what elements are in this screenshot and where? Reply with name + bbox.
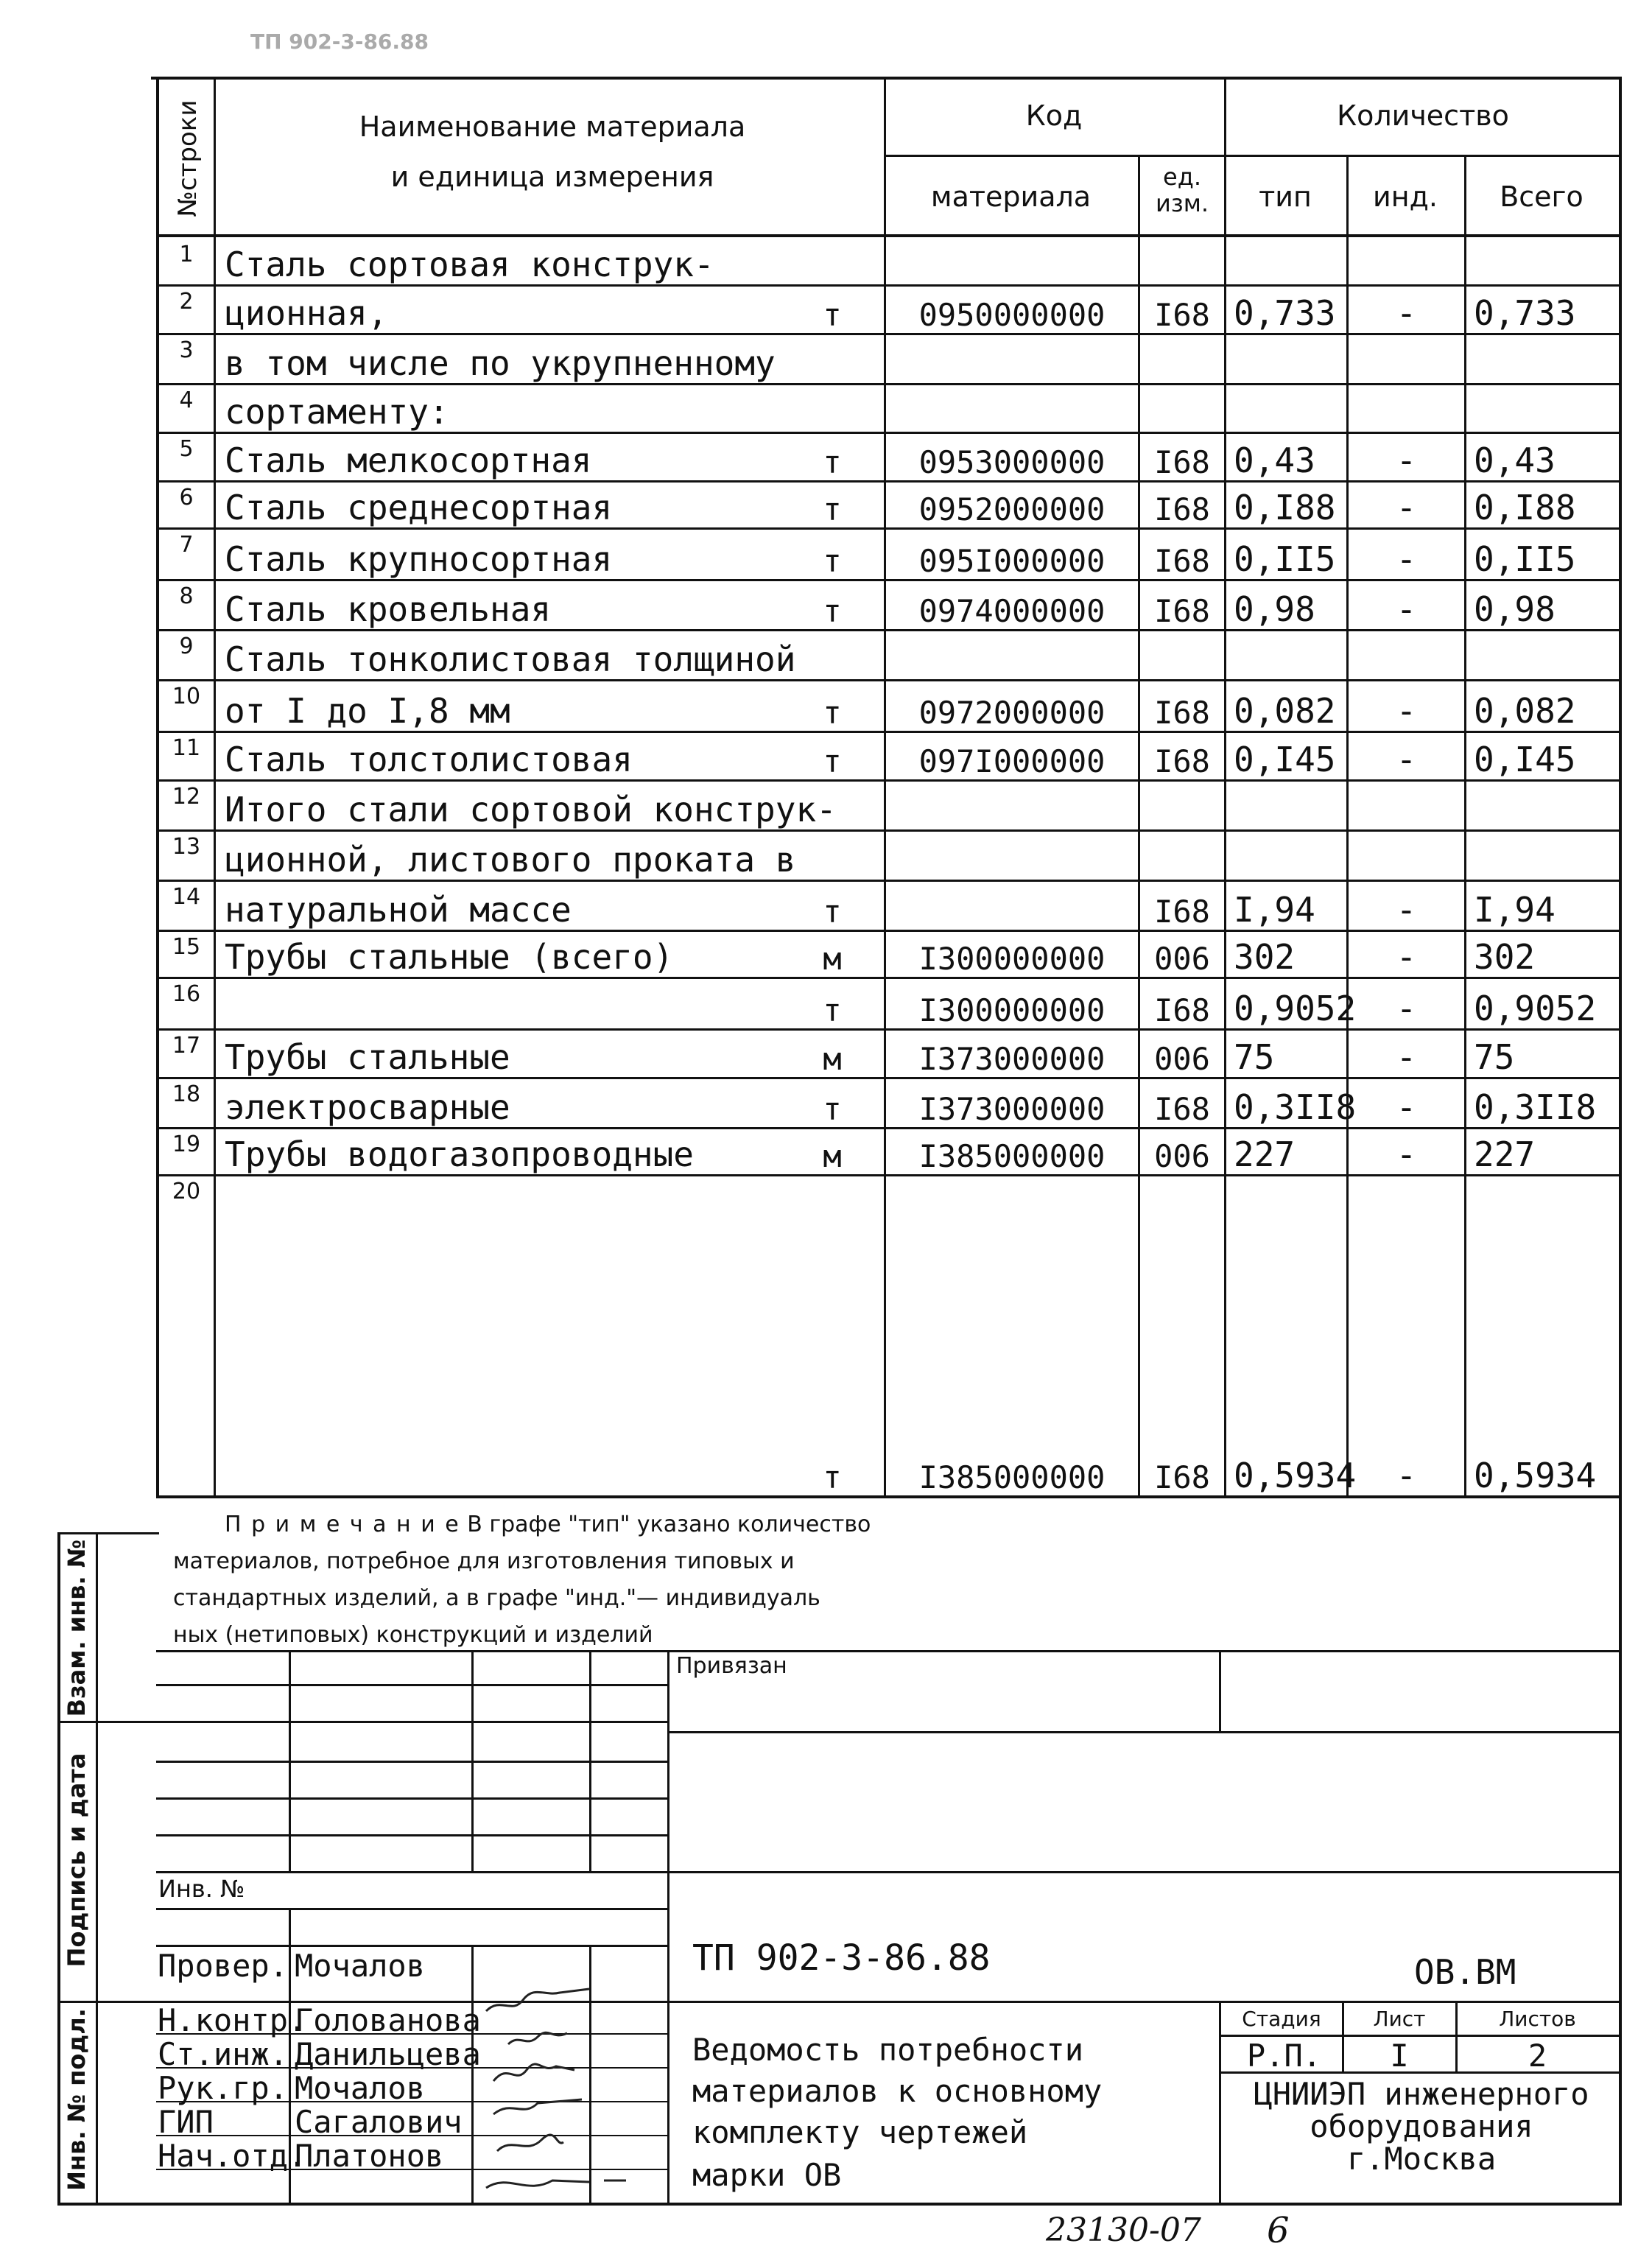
material-unit — [781, 333, 884, 387]
material-code — [886, 629, 1138, 684]
unit-code — [1140, 629, 1224, 684]
unit-code: I68 — [1154, 894, 1210, 930]
note-line1: В графе "тип" указано количество — [467, 1512, 871, 1537]
material-unit: т — [823, 992, 842, 1028]
qty-total: 0,II5 — [1474, 539, 1576, 579]
qty-total: 0,3II8 — [1474, 1087, 1597, 1127]
qty-ind: - — [1396, 1087, 1417, 1127]
qty-type: 0,I88 — [1234, 488, 1336, 527]
material-name: Трубы стальные (всего) — [225, 937, 674, 977]
qty-type: 0,98 — [1234, 589, 1315, 629]
qty-total: 0,5934 — [1474, 1456, 1597, 1495]
row-number: 2 — [179, 289, 194, 315]
unit-code — [1140, 333, 1224, 387]
unit-code: I68 — [1154, 695, 1210, 731]
material-code: 097I000000 — [918, 743, 1106, 779]
qty-type — [1226, 829, 1354, 884]
top-page-mark: ТП 902-3-86.88 — [250, 29, 429, 54]
material-name — [216, 977, 790, 1033]
row-number: 15 — [172, 934, 201, 960]
header-code-unit: ед. изм. — [1155, 163, 1209, 217]
note — [173, 1506, 1278, 1654]
doc-title-line4: марки ОВ — [692, 2157, 842, 2193]
qty-type: 75 — [1234, 1037, 1275, 1077]
row-number: 16 — [172, 981, 201, 1007]
material-unit: т — [823, 297, 842, 333]
footer-number: 23130-07 — [1046, 2211, 1201, 2249]
row-number: 13 — [172, 834, 201, 860]
qty-type: 227 — [1234, 1134, 1296, 1174]
material-code — [886, 333, 1138, 387]
qty-total — [1466, 829, 1626, 884]
material-unit — [781, 779, 884, 834]
qty-ind: - — [1396, 1037, 1417, 1077]
material-code — [886, 779, 1138, 834]
note-line2: материалов, потребное для изготовления типовых и — [173, 1548, 795, 1574]
material-code: I373000000 — [918, 1041, 1106, 1077]
row-number: 17 — [172, 1033, 201, 1059]
material-code: I300000000 — [918, 941, 1106, 977]
approver-name: Сагалович — [295, 2104, 463, 2140]
unit-code — [1140, 237, 1224, 289]
qty-total — [1466, 237, 1626, 289]
row-number: 6 — [179, 485, 194, 511]
material-code — [886, 829, 1138, 884]
material-unit: т — [823, 1459, 842, 1495]
qty-total: 0,733 — [1474, 293, 1576, 333]
approver-name: Мочалов — [295, 2070, 426, 2106]
unit-code — [1140, 383, 1224, 436]
approver-role: Нач.отд. — [158, 2138, 307, 2174]
sheets-label: Листов — [1499, 2007, 1576, 2031]
stage-value: Р.П. — [1246, 2038, 1322, 2074]
material-unit: т — [823, 444, 842, 480]
material-code: 095I000000 — [918, 543, 1106, 579]
header-row-number: №строки — [173, 99, 203, 217]
approver-name: Данильцева — [295, 2036, 481, 2072]
qty-type — [1226, 629, 1354, 684]
qty-total: 227 — [1474, 1134, 1536, 1174]
qty-total: I,94 — [1474, 890, 1556, 930]
unit-code: I68 — [1154, 444, 1210, 480]
approver-role: Рук.гр. — [158, 2070, 289, 2106]
qty-type: 0,3II8 — [1234, 1087, 1357, 1127]
unit-code: I68 — [1154, 1091, 1210, 1127]
qty-ind: - — [1396, 441, 1417, 480]
qty-ind: - — [1396, 937, 1417, 977]
material-name: от I до I,8 мм — [225, 691, 510, 731]
qty-type — [1226, 383, 1354, 436]
material-name: сортаменту: — [225, 392, 449, 432]
material-name — [216, 1174, 790, 1500]
approver-role: Н.контр. — [158, 2002, 307, 2038]
side-label-inv: Инв. № подл. — [63, 2008, 91, 2191]
note-title: П р и м е ч а н и е — [225, 1512, 460, 1537]
material-name: Сталь среднесортная — [225, 488, 613, 527]
side-label-vzam: Взам. инв. № — [63, 1539, 91, 1717]
qty-total: 0,9052 — [1474, 989, 1597, 1028]
material-unit: м — [823, 941, 842, 977]
sheet-label: Лист — [1373, 2007, 1426, 2031]
note-line3: стандартных изделий, а в графе "инд."— индивидуаль — [173, 1585, 820, 1611]
material-code: 0974000000 — [918, 593, 1106, 629]
row-number: 3 — [179, 337, 194, 363]
qty-ind — [1349, 333, 1464, 387]
qty-ind: - — [1396, 1456, 1417, 1495]
row-number: 11 — [172, 735, 201, 761]
material-unit: т — [823, 491, 842, 527]
unit-code: I68 — [1154, 543, 1210, 579]
qty-type: 0,733 — [1234, 293, 1336, 333]
material-code: I385000000 — [918, 1459, 1106, 1495]
material-name: ционной, листового проката в — [225, 840, 796, 880]
unit-code — [1140, 779, 1224, 834]
material-unit — [781, 237, 884, 289]
stage-label: Стадия — [1242, 2007, 1321, 2031]
header-code-material: материала — [930, 180, 1092, 213]
inv-no-label: Инв. № — [158, 1875, 245, 1903]
qty-type — [1226, 779, 1354, 834]
material-unit — [781, 383, 884, 436]
unit-code: I68 — [1154, 992, 1210, 1028]
qty-ind: - — [1396, 488, 1417, 527]
qty-type: 0,9052 — [1234, 989, 1357, 1028]
qty-total: 75 — [1474, 1037, 1515, 1077]
material-name: Сталь кровельная — [225, 589, 552, 629]
header-qty-total: Всего — [1500, 180, 1584, 213]
qty-type: 0,5934 — [1234, 1456, 1357, 1495]
header-name-line1: Наименование материала — [359, 110, 746, 143]
doc-title-line1: Ведомость потребности — [692, 2032, 1084, 2068]
material-code — [886, 880, 1138, 934]
qty-type: 0,I45 — [1234, 740, 1336, 779]
qty-type: 0,II5 — [1234, 539, 1336, 579]
approver-role: Ст.инж. — [158, 2036, 289, 2072]
material-name: Трубы водогазопроводные — [225, 1134, 694, 1174]
qty-type: 0,082 — [1234, 691, 1336, 731]
unit-code: I68 — [1154, 491, 1210, 527]
footer-page: 6 — [1267, 2210, 1290, 2251]
qty-ind — [1349, 779, 1464, 834]
doc-title-line2: материалов к основному — [692, 2073, 1103, 2109]
qty-ind — [1349, 829, 1464, 884]
qty-type: 0,43 — [1234, 441, 1315, 480]
material-name: Сталь мелкосортная — [225, 441, 592, 480]
approver-role: ГИП — [158, 2104, 214, 2140]
org-line2: оборудования — [1310, 2108, 1533, 2144]
row-number: 12 — [172, 784, 201, 810]
approver-name: Платонов — [295, 2138, 444, 2174]
material-name: ционная, — [225, 293, 388, 333]
material-code: I385000000 — [918, 1138, 1106, 1174]
material-name: натуральной массе — [225, 890, 572, 930]
material-code: I300000000 — [918, 992, 1106, 1028]
material-unit: м — [823, 1041, 842, 1077]
sheet-value: I — [1390, 2038, 1409, 2074]
material-unit: т — [823, 743, 842, 779]
row-number: 4 — [179, 387, 194, 413]
doc-title-line3: комплекту чертежей — [692, 2114, 1028, 2150]
doc-mark: ОВ.ВМ — [1414, 1952, 1516, 1992]
unit-code: I68 — [1154, 297, 1210, 333]
qty-type: I,94 — [1234, 890, 1315, 930]
material-code — [886, 383, 1138, 436]
header-qty-ind: инд. — [1373, 180, 1438, 213]
row-number: 19 — [172, 1132, 201, 1157]
qty-total — [1466, 333, 1626, 387]
header-qty-type: тип — [1259, 180, 1312, 213]
privyazan-label: Привязан — [676, 1653, 787, 1679]
qty-ind — [1349, 383, 1464, 436]
approver-name: Мочалов — [295, 1948, 426, 1984]
qty-type — [1226, 333, 1354, 387]
material-unit: т — [823, 894, 842, 930]
qty-ind: - — [1396, 890, 1417, 930]
qty-ind: - — [1396, 740, 1417, 779]
header-quantity: Количество — [1337, 99, 1509, 132]
row-number: 18 — [172, 1081, 201, 1107]
material-name: Сталь крупносортная — [225, 539, 613, 579]
qty-type: 302 — [1234, 937, 1296, 977]
unit-code: I68 — [1154, 743, 1210, 779]
qty-total: 0,I88 — [1474, 488, 1576, 527]
sheets-value: 2 — [1528, 2038, 1547, 2074]
material-code: 0972000000 — [918, 695, 1106, 731]
material-code: I373000000 — [918, 1091, 1106, 1127]
org-line1: ЦНИИЭП инженерного — [1254, 2076, 1589, 2112]
row-number: 1 — [179, 242, 194, 267]
material-name: электросварные — [225, 1087, 510, 1127]
row-number: 14 — [172, 884, 201, 910]
qty-ind: - — [1396, 989, 1417, 1028]
side-label-podpis: Подпись и дата — [63, 1752, 91, 1968]
approver-role: Провер. — [158, 1948, 289, 1984]
header-code: Код — [1025, 99, 1083, 132]
material-name: Сталь сортовая конструк- — [225, 245, 714, 284]
qty-ind: - — [1396, 589, 1417, 629]
material-unit — [781, 629, 884, 684]
qty-ind: - — [1396, 293, 1417, 333]
material-unit — [781, 829, 884, 884]
qty-total — [1466, 779, 1626, 834]
approver-name: Голованова — [295, 2002, 481, 2038]
material-code — [886, 237, 1138, 289]
qty-ind: - — [1396, 1134, 1417, 1174]
header-name-line2: и единица измерения — [390, 161, 714, 193]
material-code: 0952000000 — [918, 491, 1106, 527]
row-number: 8 — [179, 583, 194, 609]
material-unit: т — [823, 695, 842, 731]
unit-code: 006 — [1154, 1041, 1210, 1077]
note-line4: ных (нетиповых) конструкций и изделий — [173, 1622, 653, 1648]
unit-code — [1140, 829, 1224, 884]
row-number: 10 — [172, 684, 201, 709]
qty-ind — [1349, 629, 1464, 684]
material-code: 0953000000 — [918, 444, 1106, 480]
row-number: 7 — [179, 532, 194, 558]
qty-total — [1466, 383, 1626, 436]
qty-total: 0,082 — [1474, 691, 1576, 731]
row-number: 9 — [179, 634, 194, 659]
material-unit: т — [823, 593, 842, 629]
row-number: 5 — [179, 436, 194, 462]
row-number: 20 — [172, 1179, 201, 1204]
qty-ind: - — [1396, 691, 1417, 731]
qty-ind: - — [1396, 539, 1417, 579]
qty-ind — [1349, 237, 1464, 289]
material-name: Сталь толстолистовая — [225, 740, 633, 779]
material-unit: м — [823, 1138, 842, 1174]
material-unit: т — [823, 543, 842, 579]
unit-code: I68 — [1154, 593, 1210, 629]
qty-total: 0,98 — [1474, 589, 1556, 629]
material-unit: т — [823, 1091, 842, 1127]
material-name: Трубы стальные — [225, 1037, 510, 1077]
doc-code: ТП 902-3-86.88 — [692, 1937, 991, 1979]
qty-total: 0,I45 — [1474, 740, 1576, 779]
material-name: в том числе по укрупненному — [225, 343, 776, 383]
unit-code: 006 — [1154, 941, 1210, 977]
qty-total: 0,43 — [1474, 441, 1556, 480]
material-name: Сталь тонколистовая толщиной — [225, 639, 796, 679]
qty-total — [1466, 629, 1626, 684]
material-name: Итого стали сортовой конструк- — [225, 790, 837, 829]
qty-type — [1226, 237, 1354, 289]
qty-total: 302 — [1474, 937, 1536, 977]
material-code: 0950000000 — [918, 297, 1106, 333]
unit-code: I68 — [1154, 1459, 1210, 1495]
signatures — [471, 1974, 663, 2210]
org-line3: г.Москва — [1346, 2141, 1497, 2177]
unit-code: 006 — [1154, 1138, 1210, 1174]
